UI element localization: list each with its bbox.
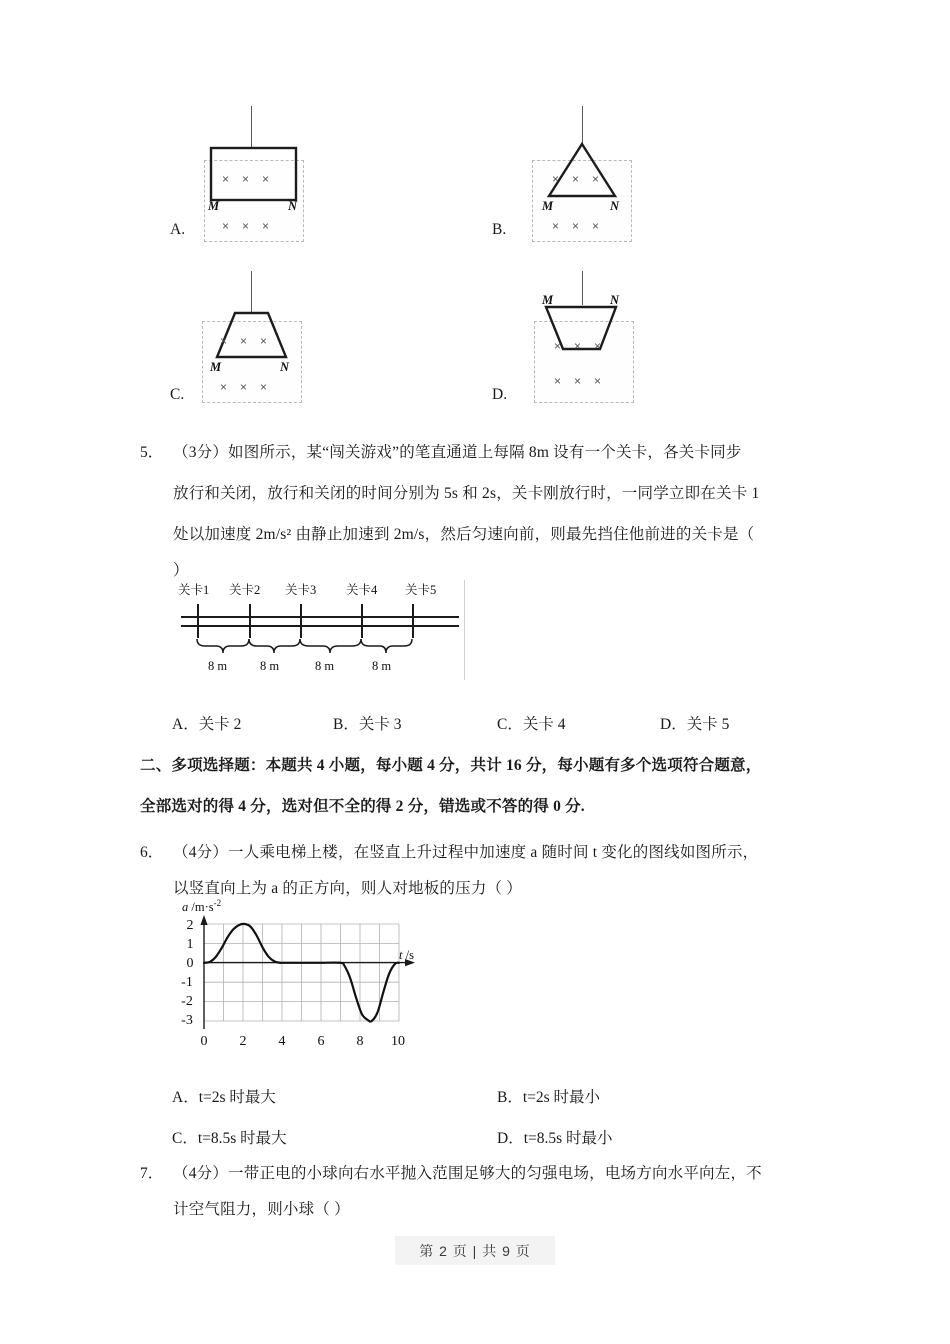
chart-xtick-10: 10	[391, 1034, 405, 1049]
corridor-rail-top	[181, 616, 459, 618]
figure-right-rule	[464, 580, 465, 680]
gate-tick-2	[249, 604, 251, 638]
into-page-field-marker: ×	[554, 374, 562, 388]
question-5-option-b[interactable]	[333, 712, 401, 734]
option-key: C．	[172, 1130, 198, 1147]
question-5-line-4: ）	[173, 562, 189, 579]
gate-tick-4	[361, 604, 363, 638]
choice-label-a: A.	[170, 221, 186, 238]
into-page-field-marker: ×	[240, 334, 248, 348]
into-page-field-marker: ×	[220, 334, 228, 348]
question-7-line-1: （4分）一带正电的小球向右水平抛入范围足够大的匀强电场，电场方向水平向左，不	[173, 1165, 762, 1182]
into-page-field-marker: ×	[592, 219, 600, 233]
section-2-heading-line-1: 二、多项选择题：本题共 4 小题，每小题 4 分，共计 16 分，每小题有多个选项符合题意，	[140, 757, 762, 774]
page-indicator: 第 2 页 | 共 9 页	[419, 1242, 531, 1259]
option-text: 关卡 2	[198, 716, 242, 733]
span-label-2: 8 m	[260, 659, 280, 673]
into-page-field-marker: ×	[572, 219, 580, 233]
question-6-option-d[interactable]	[497, 1126, 613, 1148]
question-5-line-1: （3分）如图所示，某“闯关游戏”的笔直通道上每隔 8m 设有一个关卡，各关卡同步	[173, 444, 742, 461]
option-text: t=8.5s 时最小	[523, 1130, 613, 1147]
trapezoid-loop-c	[202, 301, 312, 394]
choice-figure-c	[170, 265, 480, 415]
chart-ytick-2: 2	[186, 918, 194, 933]
question-6-line-2: 以竖直向上为 a 的正方向，则人对地板的压力（ ）	[173, 880, 523, 897]
gate-label-2: 关卡2	[229, 583, 261, 597]
into-page-field-marker: ×	[242, 172, 250, 186]
option-text: 关卡 3	[358, 716, 402, 733]
rectangle-loop-a	[204, 140, 314, 233]
into-page-field-marker: ×	[222, 219, 230, 233]
terminal-label-n: N	[288, 199, 298, 213]
gate-tick-5	[412, 604, 414, 638]
option-text: t=2s 时最小	[522, 1089, 601, 1106]
triangle-loop-b	[532, 140, 642, 233]
into-page-field-marker: ×	[240, 380, 248, 394]
question-5-option-c[interactable]	[497, 712, 565, 734]
gate-label-4: 关卡4	[346, 583, 378, 597]
into-page-field-marker: ×	[222, 172, 230, 186]
option-key: A．	[172, 716, 199, 733]
choice-figure-a	[170, 100, 480, 250]
terminal-label-m: M	[208, 199, 220, 213]
chart-xtick-0: 0	[200, 1034, 208, 1049]
gate-tick-3	[300, 604, 302, 638]
chart-plot-area	[178, 898, 418, 1038]
option-key: D．	[660, 716, 687, 733]
chart-xtick-2: 2	[239, 1034, 247, 1049]
question-5-line-2: 放行和关闭，放行和关闭的时间分别为 5s 和 2s，关卡刚放行时，一同学立即在关卡 1	[173, 485, 760, 502]
option-key: D．	[497, 1130, 524, 1147]
corridor-rail-bottom	[181, 625, 459, 627]
chart-y-axis-label: a $/m\cdot s^{-2}$	[182, 898, 222, 915]
option-text: t=8.5s 时最大	[197, 1130, 287, 1147]
option-text: t=2s 时最大	[198, 1089, 276, 1106]
chart-xtick-4: 4	[278, 1034, 286, 1049]
into-page-field-marker: ×	[592, 172, 600, 186]
option-text: 关卡 5	[686, 716, 730, 733]
chart-ytick-m3: -3	[181, 1013, 193, 1028]
option-key: C．	[497, 716, 523, 733]
into-page-field-marker: ×	[262, 219, 270, 233]
into-page-field-marker: ×	[260, 380, 268, 394]
option-text: 关卡 4	[522, 716, 566, 733]
question-7-number: 7．	[140, 1165, 164, 1182]
into-page-field-marker: ×	[594, 374, 602, 388]
choice-label-d: D.	[492, 386, 508, 403]
chart-ytick-0: 0	[186, 956, 194, 971]
into-page-field-marker: ×	[552, 172, 560, 186]
chart-ytick-m1: -1	[181, 975, 193, 990]
span-label-1: 8 m	[208, 659, 228, 673]
choice-label-c: C.	[170, 386, 185, 403]
acceleration-time-chart	[178, 898, 458, 1063]
span-label-3: 8 m	[315, 659, 335, 673]
support-wire-b	[582, 106, 583, 144]
gate-label-5: 关卡5	[405, 583, 437, 597]
gates-corridor-figure	[175, 580, 475, 685]
into-page-field-marker: ×	[574, 339, 582, 353]
into-page-field-marker: ×	[242, 219, 250, 233]
question-7-line-2: 计空气阻力，则小球（ ）	[173, 1201, 350, 1218]
terminal-label-m: M	[542, 293, 554, 307]
terminal-label-m: M	[542, 199, 554, 213]
chart-xtick-8: 8	[356, 1034, 364, 1049]
question-5-line-3: 处以加速度 2m/s² 由静止加速到 2m/s，然后匀速向前，则最先挡住他前进的关卡是（	[173, 526, 755, 543]
chart-x-axis-label: t /s	[399, 948, 414, 962]
option-key: B．	[497, 1089, 523, 1106]
terminal-label-n: N	[610, 199, 620, 213]
into-page-field-marker: ×	[554, 339, 562, 353]
terminal-label-m: M	[210, 360, 222, 374]
question-5-number: 5．	[140, 444, 164, 461]
choice-label-b: B.	[492, 221, 507, 238]
section-2-heading-line-2: 全部选对的得 4 分，选对但不全的得 2 分，错选或不答的得 0 分.	[140, 798, 585, 815]
span-label-4: 8 m	[372, 659, 392, 673]
choice-figure-d	[492, 265, 802, 415]
chart-ytick-m2: -2	[181, 994, 193, 1009]
into-page-field-marker: ×	[220, 380, 228, 394]
terminal-label-n: N	[610, 293, 620, 307]
terminal-label-n: N	[280, 360, 290, 374]
into-page-field-marker: ×	[262, 172, 270, 186]
into-page-field-marker: ×	[594, 339, 602, 353]
gate-tick-1	[197, 604, 199, 638]
span-braces	[175, 637, 465, 659]
into-page-field-marker: ×	[260, 334, 268, 348]
gate-label-3: 关卡3	[285, 583, 317, 597]
question-5-option-d[interactable]	[660, 712, 729, 734]
into-page-field-marker: ×	[572, 172, 580, 186]
choice-figure-b	[492, 100, 802, 250]
question-5-option-a[interactable]	[172, 712, 241, 734]
chart-xtick-6: 6	[317, 1034, 325, 1049]
question-6-option-a[interactable]	[172, 1085, 276, 1107]
question-6-line-1: （4分）一人乘电梯上楼，在竖直上升过程中加速度 a 随时间 t 变化的图线如图所示，	[173, 844, 759, 861]
option-key: A．	[172, 1089, 199, 1106]
into-page-field-marker: ×	[552, 219, 560, 233]
into-page-field-marker: ×	[574, 374, 582, 388]
gate-label-1: 关卡1	[178, 583, 210, 597]
page-footer	[395, 1236, 555, 1265]
question-6-option-c[interactable]	[172, 1126, 287, 1148]
option-key: B．	[333, 716, 359, 733]
question-6-option-b[interactable]	[497, 1085, 600, 1107]
chart-ytick-1: 1	[186, 937, 194, 952]
question-6-number: 6．	[140, 844, 164, 861]
